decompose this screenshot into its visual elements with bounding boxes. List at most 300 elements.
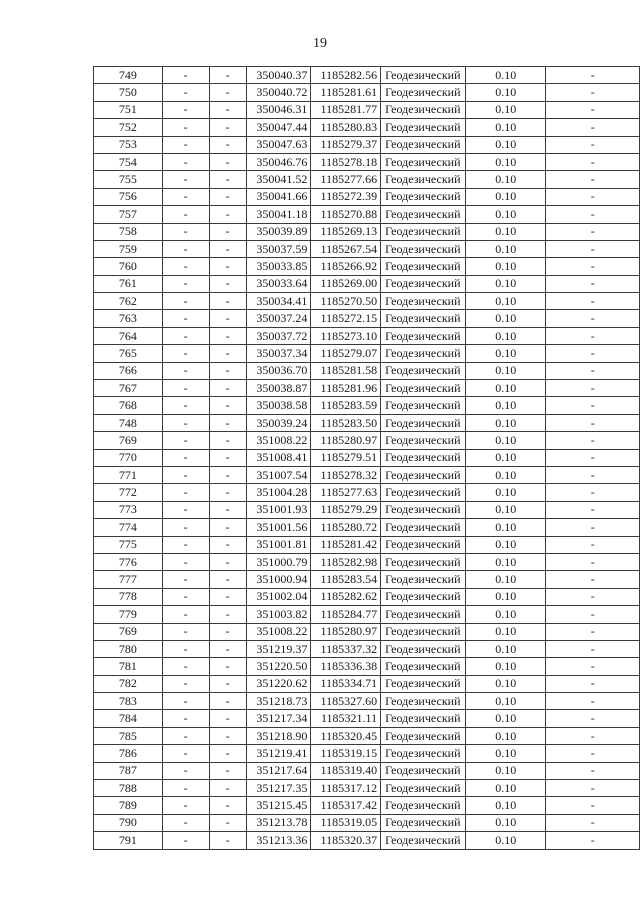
point-number-cell: 782: [94, 675, 163, 692]
point-number-cell: 758: [94, 223, 163, 240]
note-cell: -: [546, 84, 640, 101]
method-cell: Геодезический: [381, 780, 466, 797]
note-cell: -: [546, 623, 640, 640]
point-number-cell: 791: [94, 832, 163, 849]
prev-x-cell: -: [162, 275, 209, 292]
prev-x-cell: -: [162, 449, 209, 466]
x-coordinate-cell: 351000.94: [246, 571, 311, 588]
point-number-cell: 762: [94, 293, 163, 310]
y-coordinate-cell: 1185279.37: [311, 136, 381, 153]
prev-y-cell: -: [209, 153, 246, 170]
point-number-cell: 790: [94, 814, 163, 831]
method-cell: Геодезический: [381, 136, 466, 153]
accuracy-cell: 0.10: [465, 397, 545, 414]
accuracy-cell: 0.10: [465, 727, 545, 744]
prev-x-cell: -: [162, 745, 209, 762]
prev-y-cell: -: [209, 380, 246, 397]
prev-x-cell: -: [162, 171, 209, 188]
y-coordinate-cell: 1185267.54: [311, 240, 381, 257]
prev-x-cell: -: [162, 101, 209, 118]
x-coordinate-cell: 350037.59: [246, 240, 311, 257]
method-cell: Геодезический: [381, 188, 466, 205]
prev-y-cell: -: [209, 745, 246, 762]
point-number-cell: 783: [94, 693, 163, 710]
accuracy-cell: 0.10: [465, 623, 545, 640]
x-coordinate-cell: 351220.62: [246, 675, 311, 692]
y-coordinate-cell: 1185277.66: [311, 171, 381, 188]
note-cell: -: [546, 553, 640, 570]
y-coordinate-cell: 1185280.72: [311, 519, 381, 536]
method-cell: Геодезический: [381, 623, 466, 640]
prev-y-cell: -: [209, 762, 246, 779]
table-row: [94, 293, 640, 310]
table-row: [94, 432, 640, 449]
point-number-cell: 778: [94, 588, 163, 605]
y-coordinate-cell: 1185283.59: [311, 397, 381, 414]
point-number-cell: 776: [94, 553, 163, 570]
point-number-cell: 760: [94, 258, 163, 275]
y-coordinate-cell: 1185278.32: [311, 466, 381, 483]
table-row: [94, 119, 640, 136]
note-cell: -: [546, 310, 640, 327]
table-row: [94, 449, 640, 466]
prev-y-cell: -: [209, 623, 246, 640]
y-coordinate-cell: 1185277.63: [311, 484, 381, 501]
y-coordinate-cell: 1185284.77: [311, 606, 381, 623]
x-coordinate-cell: 351217.34: [246, 710, 311, 727]
x-coordinate-cell: 351219.37: [246, 640, 311, 657]
table-row: [94, 188, 640, 205]
prev-x-cell: -: [162, 797, 209, 814]
method-cell: Геодезический: [381, 797, 466, 814]
table-row: [94, 710, 640, 727]
accuracy-cell: 0.10: [465, 536, 545, 553]
method-cell: Геодезический: [381, 206, 466, 223]
note-cell: -: [546, 240, 640, 257]
method-cell: Геодезический: [381, 67, 466, 84]
y-coordinate-cell: 1185272.15: [311, 310, 381, 327]
table-row: [94, 84, 640, 101]
prev-x-cell: -: [162, 153, 209, 170]
method-cell: Геодезический: [381, 693, 466, 710]
prev-y-cell: -: [209, 275, 246, 292]
method-cell: Геодезический: [381, 380, 466, 397]
prev-y-cell: -: [209, 171, 246, 188]
note-cell: -: [546, 814, 640, 831]
prev-x-cell: -: [162, 710, 209, 727]
table-row: [94, 745, 640, 762]
y-coordinate-cell: 1185270.88: [311, 206, 381, 223]
prev-y-cell: -: [209, 553, 246, 570]
table-row: [94, 380, 640, 397]
point-number-cell: 754: [94, 153, 163, 170]
note-cell: -: [546, 449, 640, 466]
prev-y-cell: -: [209, 188, 246, 205]
accuracy-cell: 0.10: [465, 553, 545, 570]
note-cell: -: [546, 588, 640, 605]
x-coordinate-cell: 350037.24: [246, 310, 311, 327]
x-coordinate-cell: 350041.52: [246, 171, 311, 188]
accuracy-cell: 0.10: [465, 832, 545, 849]
note-cell: -: [546, 275, 640, 292]
note-cell: -: [546, 136, 640, 153]
y-coordinate-cell: 1185320.45: [311, 727, 381, 744]
prev-y-cell: -: [209, 710, 246, 727]
y-coordinate-cell: 1185281.61: [311, 84, 381, 101]
x-coordinate-cell: 350047.63: [246, 136, 311, 153]
prev-x-cell: -: [162, 553, 209, 570]
table-row: [94, 675, 640, 692]
table-row: [94, 519, 640, 536]
point-number-cell: 755: [94, 171, 163, 188]
prev-y-cell: -: [209, 240, 246, 257]
y-coordinate-cell: 1185319.05: [311, 814, 381, 831]
note-cell: -: [546, 519, 640, 536]
prev-x-cell: -: [162, 397, 209, 414]
method-cell: Геодезический: [381, 153, 466, 170]
y-coordinate-cell: 1185327.60: [311, 693, 381, 710]
accuracy-cell: 0.10: [465, 327, 545, 344]
table-row: [94, 414, 640, 431]
y-coordinate-cell: 1185280.83: [311, 119, 381, 136]
prev-x-cell: -: [162, 727, 209, 744]
accuracy-cell: 0.10: [465, 675, 545, 692]
prev-y-cell: -: [209, 588, 246, 605]
method-cell: Геодезический: [381, 223, 466, 240]
x-coordinate-cell: 350034.41: [246, 293, 311, 310]
point-number-cell: 775: [94, 536, 163, 553]
accuracy-cell: 0.10: [465, 814, 545, 831]
point-number-cell: 752: [94, 119, 163, 136]
prev-x-cell: -: [162, 310, 209, 327]
method-cell: Геодезический: [381, 536, 466, 553]
accuracy-cell: 0.10: [465, 501, 545, 518]
table-row: [94, 466, 640, 483]
note-cell: -: [546, 327, 640, 344]
point-number-cell: 780: [94, 640, 163, 657]
accuracy-cell: 0.10: [465, 223, 545, 240]
prev-x-cell: -: [162, 519, 209, 536]
table-row: [94, 206, 640, 223]
point-number-cell: 779: [94, 606, 163, 623]
y-coordinate-cell: 1185281.58: [311, 362, 381, 379]
table-row: [94, 240, 640, 257]
method-cell: Геодезический: [381, 571, 466, 588]
y-coordinate-cell: 1185282.98: [311, 553, 381, 570]
note-cell: -: [546, 432, 640, 449]
x-coordinate-cell: 351217.64: [246, 762, 311, 779]
prev-y-cell: -: [209, 536, 246, 553]
prev-y-cell: -: [209, 640, 246, 657]
accuracy-cell: 0.10: [465, 797, 545, 814]
prev-y-cell: -: [209, 606, 246, 623]
note-cell: -: [546, 832, 640, 849]
prev-x-cell: -: [162, 693, 209, 710]
table-row: [94, 327, 640, 344]
x-coordinate-cell: 351215.45: [246, 797, 311, 814]
table-row: [94, 171, 640, 188]
prev-x-cell: -: [162, 588, 209, 605]
y-coordinate-cell: 1185279.51: [311, 449, 381, 466]
x-coordinate-cell: 351218.90: [246, 727, 311, 744]
prev-x-cell: -: [162, 345, 209, 362]
prev-x-cell: -: [162, 240, 209, 257]
method-cell: Геодезический: [381, 119, 466, 136]
y-coordinate-cell: 1185319.40: [311, 762, 381, 779]
table-row: [94, 693, 640, 710]
y-coordinate-cell: 1185282.56: [311, 67, 381, 84]
prev-x-cell: -: [162, 293, 209, 310]
x-coordinate-cell: 350038.87: [246, 380, 311, 397]
x-coordinate-cell: 351217.35: [246, 780, 311, 797]
note-cell: -: [546, 606, 640, 623]
method-cell: Геодезический: [381, 466, 466, 483]
table-row: [94, 484, 640, 501]
y-coordinate-cell: 1185279.07: [311, 345, 381, 362]
accuracy-cell: 0.10: [465, 380, 545, 397]
prev-x-cell: -: [162, 640, 209, 657]
table-row: [94, 501, 640, 518]
table-row: [94, 362, 640, 379]
table-row: [94, 275, 640, 292]
note-cell: -: [546, 345, 640, 362]
method-cell: Геодезический: [381, 762, 466, 779]
table-body: [94, 67, 640, 850]
x-coordinate-cell: 351000.79: [246, 553, 311, 570]
table-row: [94, 814, 640, 831]
point-number-cell: 759: [94, 240, 163, 257]
accuracy-cell: 0.10: [465, 362, 545, 379]
accuracy-cell: 0.10: [465, 84, 545, 101]
prev-y-cell: -: [209, 780, 246, 797]
note-cell: -: [546, 223, 640, 240]
accuracy-cell: 0.10: [465, 519, 545, 536]
y-coordinate-cell: 1185281.42: [311, 536, 381, 553]
method-cell: Геодезический: [381, 240, 466, 257]
accuracy-cell: 0.10: [465, 206, 545, 223]
accuracy-cell: 0.10: [465, 188, 545, 205]
prev-x-cell: -: [162, 362, 209, 379]
prev-y-cell: -: [209, 571, 246, 588]
method-cell: Геодезический: [381, 484, 466, 501]
accuracy-cell: 0.10: [465, 571, 545, 588]
prev-x-cell: -: [162, 414, 209, 431]
y-coordinate-cell: 1185336.38: [311, 658, 381, 675]
prev-y-cell: -: [209, 293, 246, 310]
method-cell: Геодезический: [381, 293, 466, 310]
y-coordinate-cell: 1185334.71: [311, 675, 381, 692]
accuracy-cell: 0.10: [465, 449, 545, 466]
point-number-cell: 781: [94, 658, 163, 675]
y-coordinate-cell: 1185319.15: [311, 745, 381, 762]
prev-x-cell: -: [162, 380, 209, 397]
table-row: [94, 345, 640, 362]
prev-y-cell: -: [209, 223, 246, 240]
note-cell: -: [546, 675, 640, 692]
point-number-cell: 765: [94, 345, 163, 362]
prev-y-cell: -: [209, 101, 246, 118]
prev-x-cell: -: [162, 432, 209, 449]
method-cell: Геодезический: [381, 745, 466, 762]
method-cell: Геодезический: [381, 327, 466, 344]
x-coordinate-cell: 350037.72: [246, 327, 311, 344]
x-coordinate-cell: 350046.31: [246, 101, 311, 118]
note-cell: -: [546, 362, 640, 379]
prev-x-cell: -: [162, 623, 209, 640]
method-cell: Геодезический: [381, 553, 466, 570]
note-cell: -: [546, 727, 640, 744]
prev-y-cell: -: [209, 345, 246, 362]
accuracy-cell: 0.10: [465, 258, 545, 275]
table-row: [94, 588, 640, 605]
y-coordinate-cell: 1185270.50: [311, 293, 381, 310]
note-cell: -: [546, 258, 640, 275]
note-cell: -: [546, 153, 640, 170]
method-cell: Геодезический: [381, 258, 466, 275]
y-coordinate-cell: 1185320.37: [311, 832, 381, 849]
table-row: [94, 571, 640, 588]
point-number-cell: 769: [94, 432, 163, 449]
note-cell: -: [546, 536, 640, 553]
table-row: [94, 727, 640, 744]
point-number-cell: 757: [94, 206, 163, 223]
method-cell: Геодезический: [381, 710, 466, 727]
y-coordinate-cell: 1185266.92: [311, 258, 381, 275]
table-row: [94, 223, 640, 240]
accuracy-cell: 0.10: [465, 693, 545, 710]
point-number-cell: 749: [94, 67, 163, 84]
method-cell: Геодезический: [381, 101, 466, 118]
method-cell: Геодезический: [381, 432, 466, 449]
note-cell: -: [546, 171, 640, 188]
table-row: [94, 397, 640, 414]
x-coordinate-cell: 351213.36: [246, 832, 311, 849]
coordinates-table: [93, 66, 640, 850]
note-cell: -: [546, 780, 640, 797]
table-row: [94, 658, 640, 675]
prev-x-cell: -: [162, 658, 209, 675]
accuracy-cell: 0.10: [465, 171, 545, 188]
prev-x-cell: -: [162, 466, 209, 483]
prev-x-cell: -: [162, 780, 209, 797]
x-coordinate-cell: 351213.78: [246, 814, 311, 831]
method-cell: Геодезический: [381, 310, 466, 327]
y-coordinate-cell: 1185317.12: [311, 780, 381, 797]
point-number-cell: 764: [94, 327, 163, 344]
accuracy-cell: 0.10: [465, 153, 545, 170]
method-cell: Геодезический: [381, 675, 466, 692]
x-coordinate-cell: 350033.64: [246, 275, 311, 292]
y-coordinate-cell: 1185281.96: [311, 380, 381, 397]
prev-y-cell: -: [209, 362, 246, 379]
table-row: [94, 553, 640, 570]
accuracy-cell: 0.10: [465, 275, 545, 292]
y-coordinate-cell: 1185278.18: [311, 153, 381, 170]
prev-x-cell: -: [162, 327, 209, 344]
x-coordinate-cell: 351008.22: [246, 432, 311, 449]
y-coordinate-cell: 1185280.97: [311, 623, 381, 640]
prev-y-cell: -: [209, 449, 246, 466]
y-coordinate-cell: 1185337.32: [311, 640, 381, 657]
page-number: 19: [313, 36, 327, 51]
accuracy-cell: 0.10: [465, 136, 545, 153]
prev-x-cell: -: [162, 814, 209, 831]
method-cell: Геодезический: [381, 640, 466, 657]
y-coordinate-cell: 1185321.11: [311, 710, 381, 727]
x-coordinate-cell: 350046.76: [246, 153, 311, 170]
method-cell: Геодезический: [381, 727, 466, 744]
accuracy-cell: 0.10: [465, 293, 545, 310]
accuracy-cell: 0.10: [465, 466, 545, 483]
note-cell: -: [546, 414, 640, 431]
table-row: [94, 310, 640, 327]
note-cell: -: [546, 571, 640, 588]
x-coordinate-cell: 351001.56: [246, 519, 311, 536]
prev-y-cell: -: [209, 67, 246, 84]
prev-x-cell: -: [162, 188, 209, 205]
prev-y-cell: -: [209, 258, 246, 275]
prev-y-cell: -: [209, 832, 246, 849]
x-coordinate-cell: 350038.58: [246, 397, 311, 414]
x-coordinate-cell: 350047.44: [246, 119, 311, 136]
method-cell: Геодезический: [381, 84, 466, 101]
prev-y-cell: -: [209, 519, 246, 536]
prev-x-cell: -: [162, 762, 209, 779]
y-coordinate-cell: 1185279.29: [311, 501, 381, 518]
x-coordinate-cell: 350040.72: [246, 84, 311, 101]
table-row: [94, 101, 640, 118]
method-cell: Геодезический: [381, 501, 466, 518]
x-coordinate-cell: 350041.66: [246, 188, 311, 205]
prev-x-cell: -: [162, 136, 209, 153]
method-cell: Геодезический: [381, 397, 466, 414]
x-coordinate-cell: 350040.37: [246, 67, 311, 84]
accuracy-cell: 0.10: [465, 606, 545, 623]
note-cell: -: [546, 693, 640, 710]
method-cell: Геодезический: [381, 832, 466, 849]
x-coordinate-cell: 350041.18: [246, 206, 311, 223]
accuracy-cell: 0.10: [465, 119, 545, 136]
prev-y-cell: -: [209, 693, 246, 710]
table-row: [94, 67, 640, 84]
method-cell: Геодезический: [381, 345, 466, 362]
point-number-cell: 787: [94, 762, 163, 779]
prev-y-cell: -: [209, 206, 246, 223]
x-coordinate-cell: 351004.28: [246, 484, 311, 501]
point-number-cell: 748: [94, 414, 163, 431]
prev-x-cell: -: [162, 501, 209, 518]
table-row: [94, 762, 640, 779]
prev-x-cell: -: [162, 67, 209, 84]
table-row: [94, 136, 640, 153]
note-cell: -: [546, 206, 640, 223]
point-number-cell: 768: [94, 397, 163, 414]
accuracy-cell: 0.10: [465, 658, 545, 675]
note-cell: -: [546, 762, 640, 779]
point-number-cell: 784: [94, 710, 163, 727]
accuracy-cell: 0.10: [465, 310, 545, 327]
note-cell: -: [546, 188, 640, 205]
prev-y-cell: -: [209, 466, 246, 483]
note-cell: -: [546, 397, 640, 414]
accuracy-cell: 0.10: [465, 345, 545, 362]
method-cell: Геодезический: [381, 449, 466, 466]
note-cell: -: [546, 484, 640, 501]
method-cell: Геодезический: [381, 658, 466, 675]
prev-y-cell: -: [209, 484, 246, 501]
accuracy-cell: 0.10: [465, 588, 545, 605]
note-cell: -: [546, 466, 640, 483]
